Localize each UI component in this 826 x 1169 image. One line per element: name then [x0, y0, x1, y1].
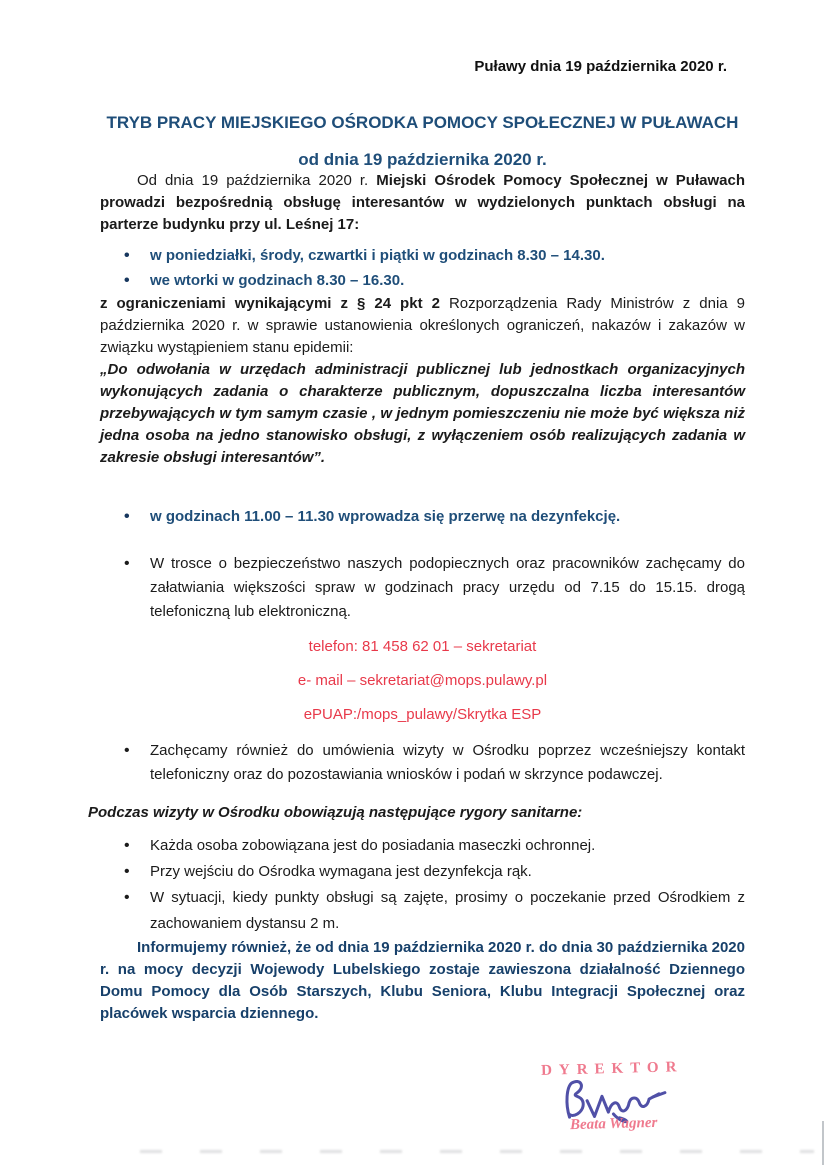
announcement-paragraph: Informujemy również, że od dnia 19 października 2020 r. do dnia 30 października 2020 r. na mocy decyzji Wojewody Lubelskiego zostaje zawieszona działalność Dziennego Domu Pomocy dla Osób Starszych, Klubu Seniora, Klubu Integracji Społecznej oraz placówek wsparcia dziennego.: [100, 939, 745, 1022]
restrictions-normal-text: Rozporządzenia Rady Ministrów z dnia 9 października 2020 r. w sprawie ustanowienia określonych ograniczeń, nakazów i zakazów w związku wystąpieniem stanu epidemii:: [100, 295, 745, 356]
sanitary-rule-item: [100, 833, 745, 859]
disinfection-list: [100, 506, 745, 528]
sanitary-rule-label: Przy wejściu do Ośrodka wymagana jest dezynfekcja rąk.: [150, 863, 532, 880]
intro-paragraph: [100, 170, 745, 236]
restrictions-paragraph: [100, 293, 745, 359]
document-title: TRYB PRACY MIEJSKIEGO OŚRODKA POMOCY SPOŁECZNEJ W PUŁAWACH: [106, 113, 739, 132]
sanitary-rule-item: [100, 859, 745, 885]
care-item: [100, 552, 745, 624]
disinfection-break-label: w godzinach 11.00 – 11.30 wprowadza się przerwę na dezynfekcję.: [150, 508, 621, 525]
opening-hours-item: [100, 268, 745, 293]
stamp-role-text: DYREKTOR: [540, 1059, 684, 1079]
scan-artifact-edge: [822, 1121, 824, 1165]
phone-line: telefon: 81 458 62 01 – sekretariat: [308, 638, 537, 655]
document-date: Puławy dnia 19 października 2020 r.: [474, 58, 727, 75]
scan-artifact-line: [140, 1150, 814, 1153]
opening-hours-item: [100, 243, 745, 268]
sanitary-rules-list: [100, 833, 745, 937]
director-stamp: [527, 1059, 699, 1135]
sanitary-heading: Podczas wizyty w Ośrodku obowiązują następujące rygory sanitarne:: [88, 804, 583, 821]
email-line: e- mail – sekretariat@mops.pulawy.pl: [297, 672, 548, 689]
sanitary-rule-label: W sytuacji, kiedy punkty obsługi są zajęte, prosimy o poczekanie przed Ośrodkiem z zachowaniem dystansu 2 m.: [150, 889, 745, 932]
visit-list: [100, 739, 745, 787]
care-item-label: W trosce o bezpieczeństwo naszych podopiecznych oraz pracowników zachęcamy do załatwiania większości spraw w godzinach pracy urzędu od 7.15 do 15.15. drogą telefoniczną lub elektroniczną.: [150, 555, 745, 620]
restrictions-bold-text: z ograniczeniami wynikającymi z § 24 pkt 2: [100, 295, 449, 312]
epuap-line: ePUAP:/mops_pulawy/Skrytka ESP: [303, 706, 542, 723]
document-subtitle: od dnia 19 października 2020 r.: [298, 150, 547, 169]
opening-hours-item-label: we wtorki w godzinach 8.30 – 16.30.: [150, 272, 405, 289]
care-list: [100, 552, 745, 624]
visit-item-label: Zachęcamy również do umówienia wizyty w Ośrodku poprzez wcześniejszy kontakt telefoniczny oraz do pozostawiania wniosków i podań w skrzynce podawczej.: [150, 742, 745, 783]
sanitary-rule-label: Każda osoba zobowiązana jest do posiadania maseczki ochronnej.: [150, 837, 596, 854]
opening-hours-list: [100, 243, 745, 293]
intro-normal-text: Od dnia 19 października 2020 r.: [137, 172, 377, 189]
visit-item: [100, 739, 745, 787]
stamp-name-text: Beata Wagner: [569, 1114, 658, 1134]
quote-paragraph: „Do odwołania w urzędach administracji publicznej lub jednostkach organizacyjnych wykonujących zadania o charakterze publicznym, dopuszczalna liczba interesantów przebywających w tym samym czasie , w jednym pomieszczeniu nie może być większa niż jedna osoba na jedno stanowisko obsługi, z wyłączeniem osób realizujących zadania w zakresie obsługi interesantów”.: [100, 361, 745, 466]
disinfection-break-item: [100, 506, 745, 528]
intro-bold-text: Miejski Ośrodek Pomocy Społecznej w Puławach prowadzi bezpośrednią obsługę interesantów w wydzielonych punktach obsługi na parterze budynku przy ul. Leśnej 17:: [100, 172, 745, 233]
opening-hours-item-label: w poniedziałki, środy, czwartki i piątki w godzinach 8.30 – 14.30.: [150, 247, 605, 264]
sanitary-rule-item: [100, 885, 745, 937]
contact-block: [100, 636, 745, 726]
